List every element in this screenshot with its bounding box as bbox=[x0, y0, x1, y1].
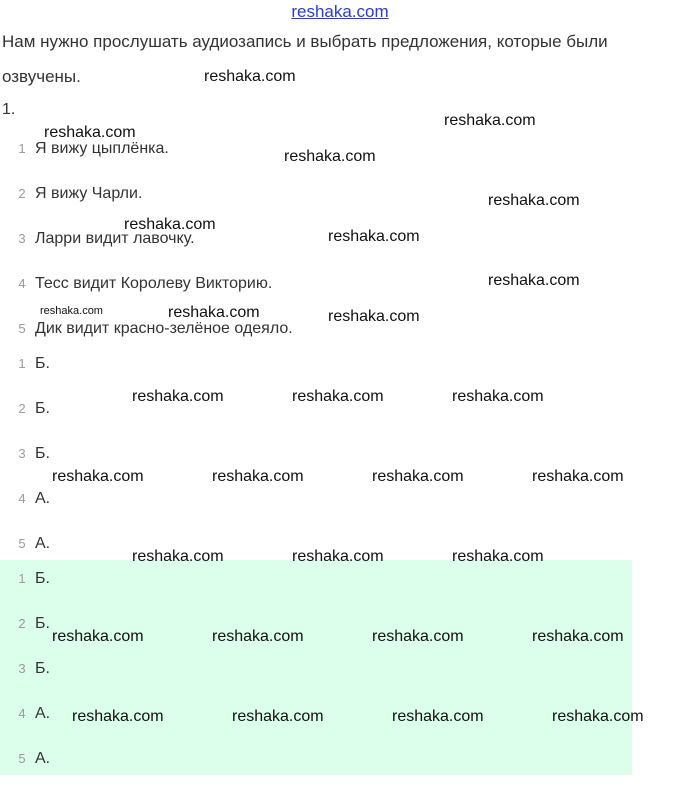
item-number: 1 bbox=[18, 571, 26, 586]
watermark: reshaka.com bbox=[72, 708, 164, 725]
item-number: 2 bbox=[18, 401, 26, 416]
item-text: А. bbox=[35, 535, 51, 552]
item-number: 1 bbox=[18, 141, 26, 156]
list-item bbox=[0, 182, 680, 227]
list-item bbox=[0, 702, 680, 747]
item-number: 2 bbox=[18, 616, 26, 631]
item-number: 3 bbox=[18, 231, 26, 246]
watermark: reshaka.com bbox=[52, 628, 144, 645]
watermark: reshaka.com bbox=[392, 708, 484, 725]
watermark: reshaka.com bbox=[452, 548, 544, 565]
item-text: Ларри видит лавочку. bbox=[35, 230, 195, 247]
watermark: reshaka.com bbox=[372, 628, 464, 645]
item-number: 1 bbox=[18, 356, 26, 371]
item-text: Я вижу Чарли. bbox=[35, 185, 143, 202]
list-item bbox=[0, 397, 680, 442]
watermark: reshaka.com bbox=[532, 628, 624, 645]
list-item bbox=[0, 487, 680, 532]
item-text: Б. bbox=[35, 615, 50, 632]
watermark: reshaka.com bbox=[444, 112, 536, 129]
item-number: 3 bbox=[18, 661, 26, 676]
watermark: reshaka.com bbox=[328, 308, 420, 325]
watermark: reshaka.com bbox=[132, 548, 224, 565]
highlighted-answer-list bbox=[0, 567, 680, 792]
item-number: 5 bbox=[18, 536, 26, 551]
item-text: А. bbox=[35, 705, 51, 722]
watermark: reshaka.com bbox=[292, 388, 384, 405]
watermark: reshaka.com bbox=[532, 468, 624, 485]
list-item bbox=[0, 567, 680, 612]
list-item bbox=[0, 272, 680, 317]
watermark: reshaka.com bbox=[372, 468, 464, 485]
item-number: 5 bbox=[18, 751, 26, 766]
site-link[interactable]: reshaka.com bbox=[291, 2, 389, 21]
watermark: reshaka.com bbox=[40, 305, 103, 317]
watermark: reshaka.com bbox=[52, 468, 144, 485]
list-item bbox=[0, 442, 680, 487]
item-number: 4 bbox=[18, 276, 26, 291]
list-item bbox=[0, 352, 680, 397]
sentence-list bbox=[0, 137, 680, 362]
watermark: reshaka.com bbox=[488, 272, 580, 289]
watermark: reshaka.com bbox=[168, 304, 260, 321]
item-text: Я вижу цыплёнка. bbox=[35, 140, 169, 157]
task-intro: Нам нужно прослушать аудиозапись и выбрать предложения, которые были озвучены. bbox=[2, 32, 608, 86]
watermark: reshaka.com bbox=[44, 124, 136, 141]
watermark: reshaka.com bbox=[232, 708, 324, 725]
watermark: reshaka.com bbox=[452, 388, 544, 405]
list-item bbox=[0, 137, 680, 182]
watermark: reshaka.com bbox=[124, 216, 216, 233]
list-item bbox=[0, 612, 680, 657]
item-number: 2 bbox=[18, 186, 26, 201]
task-number: 1. bbox=[2, 101, 16, 118]
watermark: reshaka.com bbox=[292, 548, 384, 565]
item-text: Б. bbox=[35, 355, 50, 372]
watermark: reshaka.com bbox=[212, 468, 304, 485]
list-item bbox=[0, 747, 680, 792]
item-text: А. bbox=[35, 750, 51, 767]
item-text: Б. bbox=[35, 570, 50, 587]
watermark: reshaka.com bbox=[212, 628, 304, 645]
item-text: Дик видит красно-зелёное одеяло. bbox=[35, 320, 293, 337]
watermark: reshaka.com bbox=[552, 708, 644, 725]
item-text: Б. bbox=[35, 660, 50, 677]
item-text: Б. bbox=[35, 445, 50, 462]
item-number: 4 bbox=[18, 491, 26, 506]
watermark: reshaka.com bbox=[204, 68, 296, 85]
watermark: reshaka.com bbox=[132, 388, 224, 405]
item-number: 5 bbox=[18, 321, 26, 336]
item-number: 3 bbox=[18, 446, 26, 461]
watermark: reshaka.com bbox=[328, 228, 420, 245]
watermark: reshaka.com bbox=[284, 148, 376, 165]
item-text: Тесс видит Королеву Викторию. bbox=[35, 275, 273, 292]
item-text: Б. bbox=[35, 400, 50, 417]
watermark: reshaka.com bbox=[488, 192, 580, 209]
list-item bbox=[0, 657, 680, 702]
item-text: А. bbox=[35, 490, 51, 507]
item-number: 4 bbox=[18, 706, 26, 721]
list-item bbox=[0, 227, 680, 272]
answer-list bbox=[0, 352, 680, 577]
